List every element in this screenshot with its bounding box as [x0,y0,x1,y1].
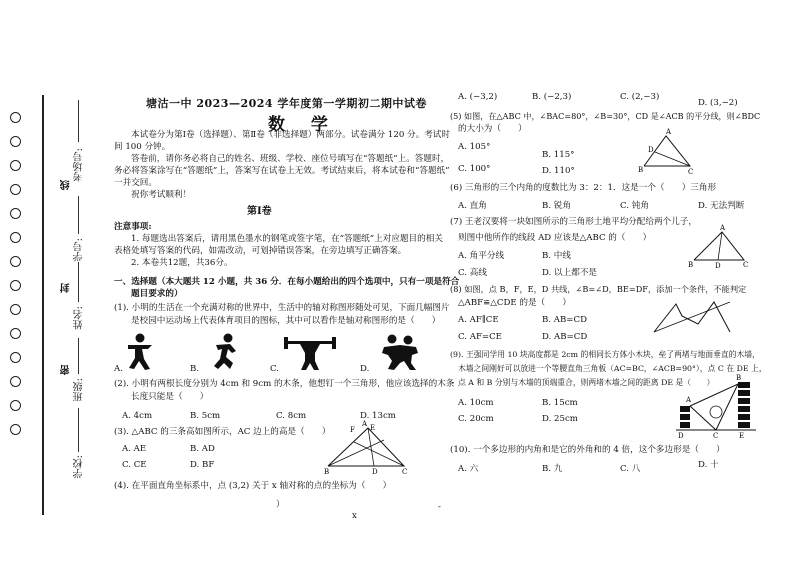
binding-hole [10,352,21,363]
q9-label: E [739,432,745,440]
q5-option-c[interactable]: C. 100° [458,164,491,174]
binding-hole [10,424,21,435]
binding-hole [10,328,21,339]
intro-line: 间 100 分钟。 [114,142,171,152]
q9-label: A [686,396,692,404]
part-heading: 第Ⅰ卷 [247,206,272,217]
q4-option-b[interactable]: B. (−2,3) [532,92,572,102]
q7-stem: (7) 王老汉要将一块如图所示的三角形土地平均分配给两个儿子， [450,217,697,227]
q9-option-b[interactable]: B. 15cm [542,398,578,408]
q5-option-a[interactable]: A. 105° [458,142,491,152]
section-heading: 一、选择题（本大题共 12 小题，共 36 分．在每小题给出的四个选项中，只有一项是符合 [114,277,460,287]
q8-stem: △ABF≌△CDE 的是（ ） [458,298,571,308]
q4-option-c[interactable]: C. (2,−3) [620,92,660,102]
running-icon [206,333,240,371]
binding-hole [10,256,21,267]
weightlifting-icon [282,333,338,371]
binding-line [42,95,44,515]
subject-title: 数 学 [268,115,338,135]
q5-stem: 的大小为（ ） [458,124,527,134]
binding-hole [10,280,21,291]
q3-option-d[interactable]: D. BF [190,460,215,470]
binding-strip [0,0,112,562]
q6-option-b[interactable]: B. 锐角 [542,201,571,211]
section-heading: 题目要求的） [131,289,183,299]
q5-label: D [648,146,654,154]
binding-hole [10,208,21,219]
q2-option-d[interactable]: D. 13cm [360,411,396,421]
seal-char-3: 密 [61,365,72,375]
q10-stem: (10). 一个多边形的内角和是它的外角和的 4 倍，这个多边形是（ ） [450,445,725,455]
q8-figure [652,298,734,338]
q9-label: C [713,432,719,440]
field-student-id: 学号: [74,238,85,262]
q10-option-b[interactable]: B. 九 [542,464,563,474]
q3-option-a[interactable]: A. AE [122,444,147,454]
footer-mark: x [352,511,357,521]
q7-option-d[interactable]: D. 以上都不是 [542,268,598,278]
field-school-line[interactable] [78,408,79,452]
field-school: 学校: [74,455,85,479]
q8-option-c[interactable]: C. AF=CE [458,332,502,342]
q4-option-a[interactable]: A. (−3,2) [458,92,498,102]
q9-label: B [736,374,742,382]
q3-label: E [370,424,376,432]
q7-label: A [720,224,726,232]
boxing-icon [120,333,160,371]
q8-option-a[interactable]: A. AF∥CE [458,315,499,325]
binding-hole [10,136,21,147]
q6-option-a[interactable]: A. 直角 [458,201,487,211]
q1-stem: 是校园中运动场上代表体育项目的图标，其中可以看作是轴对称图形的是（ ） [131,316,441,326]
intro-line: 一并交回。 [114,178,157,188]
q3-label: A [362,420,368,428]
q5-option-d[interactable]: D. 110° [542,166,575,176]
q10-option-a[interactable]: A. 六 [458,464,479,474]
field-student-id-line[interactable] [78,196,79,234]
field-class: 班级: [74,378,85,402]
q3-label: C [402,468,408,476]
note-line: 1. 每题选出答案后，请用黑色墨水的钢笔或签字笔，在“答题纸”上对应题目的相关 [131,234,443,244]
footer-mark: ） [276,500,285,510]
q1-option-d[interactable]: D. [360,364,370,374]
note-line: 2. 本卷共12题，共36分。 [131,258,233,268]
binding-hole [10,112,21,123]
q9-option-c[interactable]: C. 20cm [458,414,494,424]
q9-option-d[interactable]: D. 25cm [542,414,578,424]
q5-label: A [666,128,672,136]
q3-triangle-figure [324,420,408,476]
q4-option-d[interactable]: D. (3,−2) [698,98,738,108]
q3-label: B [324,468,330,476]
q6-stem: (6) 三角形的三个内角的度数比为 3：2：1．这是一个（ ）三角形 [450,183,717,193]
q1-option-b[interactable]: B. [190,364,200,374]
q2-stem: (2). 小明有两根长度分别为 4cm 和 9cm 的木条，他想钉一个三角形，他应该选择的木条 [114,379,455,389]
field-name: 姓名: [74,306,85,330]
binding-hole [10,184,21,195]
intro-line: 答卷前，请你务必将自己的姓名、班级、学校、座位号填写在“答题纸”上。答题时， [131,154,450,164]
q4-stem: (4). 在平面直角坐标系中，点 (3,2) 关于 x 轴对称的点的坐标为（ ） [114,481,392,491]
q6-option-c[interactable]: C. 钝角 [620,201,649,211]
q5-triangle-figure [640,130,696,174]
q9-stem: 木墙之间刚好可以放进一个等腰直角三角板（AC=BC，∠ACB=90°），点 C 在 DE 上， [458,364,767,373]
field-exam-room-line[interactable] [78,100,79,142]
q10-option-d[interactable]: D. 十 [698,460,719,470]
q7-stem: 则图中他所作的线段 AD 应该是△ABC 的（ ） [458,233,652,243]
q10-option-c[interactable]: C. 八 [620,464,641,474]
intro-line: 务必将答案涂写在“答题纸”上，答案写在试卷上无效。考试结束后，将本试卷和“答题纸” [114,166,450,176]
q5-option-b[interactable]: B. 115° [542,150,575,160]
binding-hole [10,304,21,315]
field-name-line[interactable] [78,262,79,302]
q8-option-b[interactable]: B. AB=CD [542,315,587,325]
q7-label: D [715,262,721,270]
judo-icon [378,333,422,371]
q7-label: C [743,261,749,269]
seal-char-1: 线 [61,180,72,190]
binding-hole [10,376,21,387]
q8-option-d[interactable]: D. AB=CD [542,332,588,342]
q9-option-a[interactable]: A. 10cm [458,398,494,408]
q2-option-a[interactable]: A. 4cm [122,411,153,421]
notes-heading: 注意事项: [114,222,152,232]
binding-hole [10,160,21,171]
q8-stem: (8) 如图，点 B，F，E，D 共线，∠B=∠D，BE=DF，添加一个条件，不能判定 [450,284,747,294]
q7-option-a[interactable]: A. 角平分线 [458,251,505,261]
q5-stem: (5) 如图，在△ABC 中，∠BAC=80°，∠B=30°，CD 是∠ACB 的平分线，则∠BDC [450,111,761,121]
q3-stem: (3). △ABC 的三条高如图所示，AC 边上的高是（ ） [114,427,331,437]
intro-line: 祝你考试顺利！ [131,190,192,200]
q3-label: F [350,426,355,434]
q9-wall-figure [676,374,762,440]
q2-option-b[interactable]: B. 5cm [190,411,221,421]
q5-label: C [688,168,694,176]
q1-stem: (1). 小明的生活在一个充满对称的世界中，生活中的轴对称图形随处可见，下面几幅图片 [114,303,450,313]
q2-stem: 长度只能是（ ） [131,392,209,402]
exam-title: 塘沽一中 2023—2024 学年度第一学期初二期中试卷 [146,97,427,110]
binding-hole [10,232,21,243]
q2-option-c[interactable]: C. 8cm [276,411,307,421]
q9-stem: 点 A 和 B 分别与木墙的顶端重合，则两堵木墙之间的距离 DE 是（ ） [458,378,715,387]
field-exam-room: 考场号: [74,148,85,182]
q7-label: B [688,261,694,269]
binding-hole [10,400,21,411]
q1-option-c[interactable]: C. [270,364,280,374]
footer-mark: - [438,502,441,512]
q9-label: D [678,432,684,440]
q6-option-d[interactable]: D. 无法判断 [698,201,745,211]
q9-stem: (9). 王强同学用 10 块高度都是 2cm 的相同长方体小木块，垒了两堵与地面垂直的木墙， [450,350,760,359]
note-line: 表格处填写答案的代码，如需改动，可划掉错误答案，在旁边填写正确答案。 [114,246,407,256]
q5-label: B [638,166,644,174]
q3-label: D [372,468,378,476]
field-class-line[interactable] [78,338,79,374]
q3-option-b[interactable]: B. AD [190,444,215,454]
q3-option-c[interactable]: C. CE [122,460,147,470]
q7-triangle-figure [688,224,750,270]
seal-char-2: 封 [61,283,72,293]
q7-option-b[interactable]: B. 中线 [542,251,571,261]
q1-option-a[interactable]: A. [114,364,123,374]
intro-line: 本试卷分为第Ⅰ卷（选择题）、第Ⅱ卷（非选择题）两部分。试卷满分 120 分。考试时 [131,130,450,140]
q7-option-c[interactable]: C. 高线 [458,268,487,278]
